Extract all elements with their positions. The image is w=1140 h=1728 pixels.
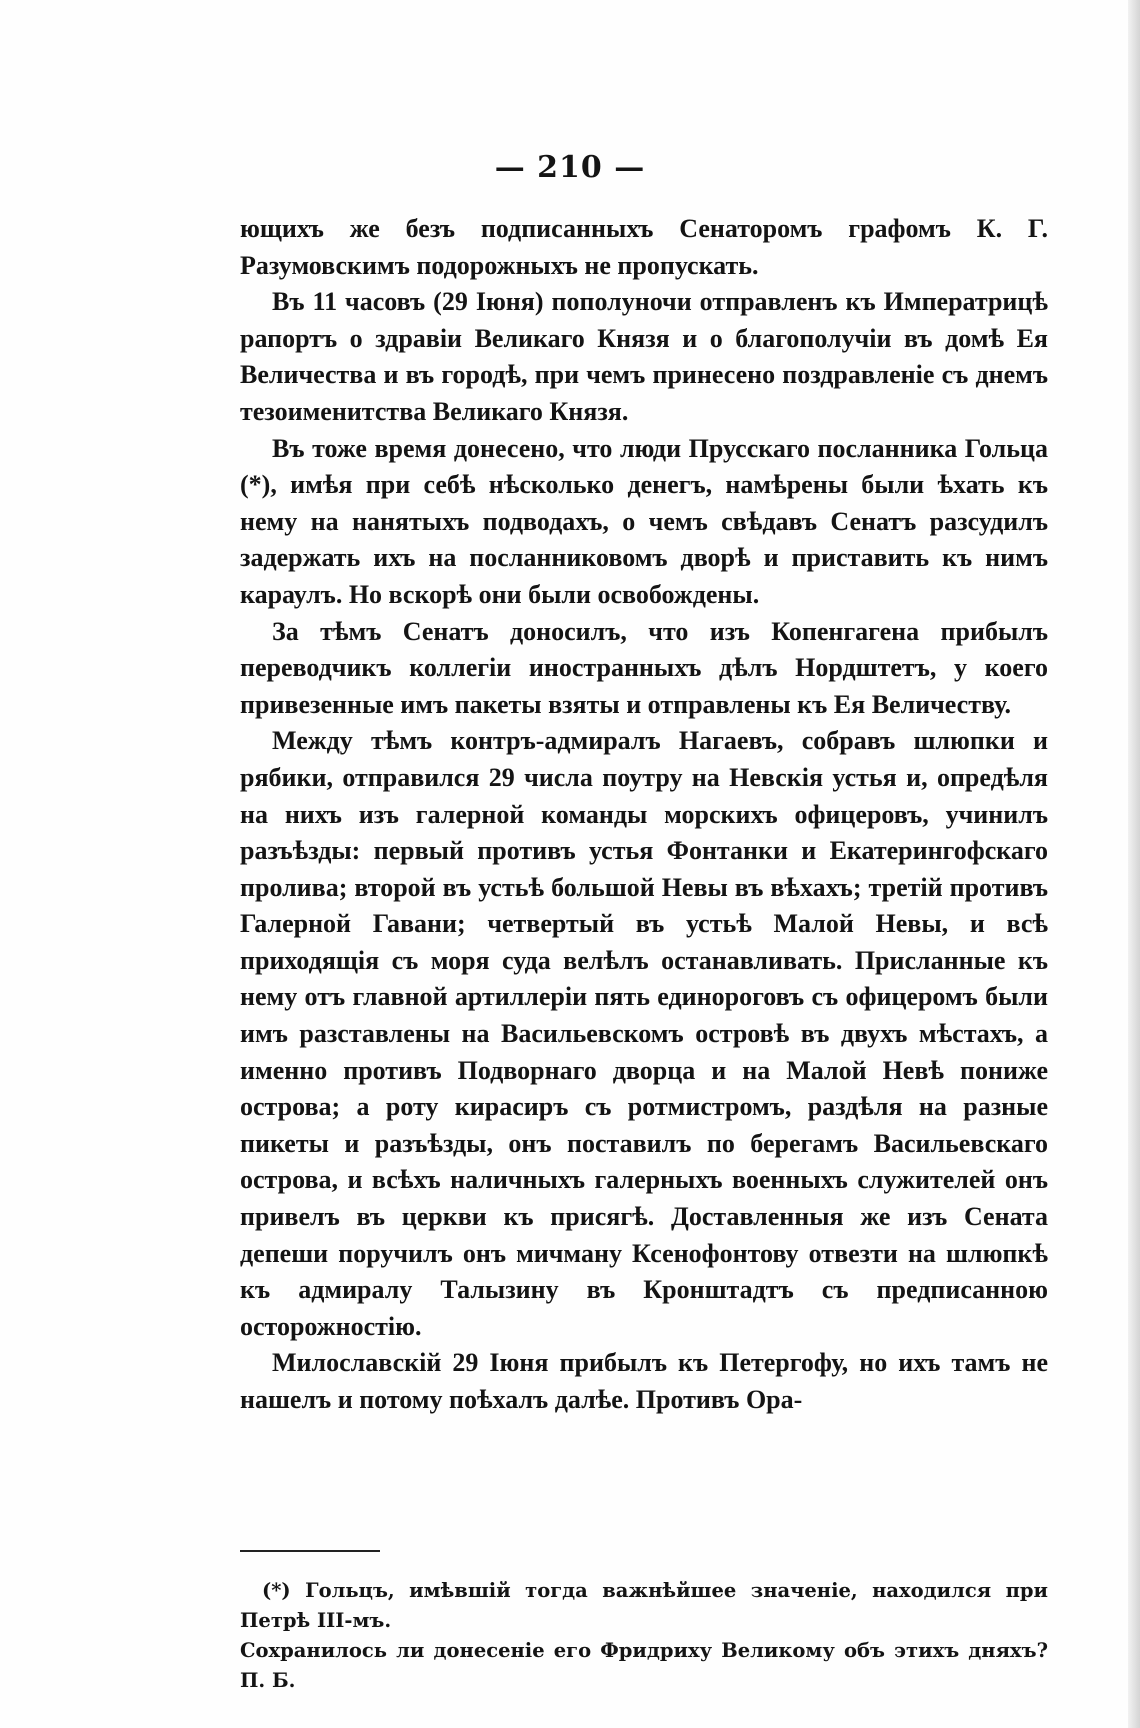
paragraph-miloslavsky: Милославскій 29 Іюня прибылъ къ Петергофу, но ихъ тамъ не нашелъ и потому поѣхалъ далѣе. Противъ Ора- (240, 1348, 1048, 1414)
paragraph-goltz-servants: Въ тоже время донесено, что люди Прусскаго посланника Гольца (*), имѣя при себѣ нѣсколько денегъ, намѣрены были ѣхать къ нему на нанятыхъ подводахъ, о чемъ свѣдавъ Сенатъ разсудилъ задержать ихъ на посланниковомъ дворѣ и приставить къ нимъ караулъ. Но вскорѣ они были освобождены. (240, 433, 1048, 609)
page-number: — 210 — (494, 150, 646, 185)
paragraph-copenhagen-translator: За тѣмъ Сенатъ доносилъ, что изъ Копенгагена прибылъ переводчикъ коллегіи иностранныхъ дѣлъ Нордштетъ, у коего привезенные имъ пакеты взяты и отправлены къ Ея Величеству. (240, 616, 1048, 719)
footnote-line-1: (*) Гольцъ, имѣвшій тогда важнѣйшее значеніе, находился при Петрѣ III-мъ. (240, 1579, 1048, 1632)
main-text (240, 211, 1048, 1419)
paragraph-report-to-empress: Въ 11 часовъ (29 Іюня) пополуночи отправленъ къ Императрицѣ рапортъ о здравіи Великаго Князя и о благополучіи въ домѣ Ея Величества и въ городѣ, при чемъ принесено поздравленіе съ днемъ тезоименитства Великаго Князя. (240, 287, 1048, 426)
scan-edge-shadow (1128, 0, 1140, 1728)
footnote (240, 1576, 1048, 1696)
footnote-divider (240, 1550, 380, 1552)
paragraph-continuation: ющихъ же безъ подписанныхъ Сенаторомъ графомъ К. Г. Разумовскимъ подорожныхъ не пропускать. (240, 214, 1048, 280)
paragraph-nagaev-patrols: Между тѣмъ контръ-адмиралъ Нагаевъ, собравъ шлюпки и рябики, отправился 29 числа поутру на Невскія устья и, опредѣля на нихъ изъ галерной команды морскихъ офицеровъ, учинилъ разъѣзды: первый противъ устья Фонтанки и Екатерингофскаго пролива; второй въ устьѣ большой Невы въ вѣхахъ; третій противъ Галерной Гавани; четвертый въ устьѣ Малой Невы, и всѣ приходящія съ моря суда велѣлъ останавливать. Присланные къ нему отъ главной артиллеріи пять единороговъ съ офицеромъ были имъ разставлены на Васильевскомъ островѣ въ двухъ мѣстахъ, а именно противъ Подворнаго дворца и на Малой Невѣ пониже острова; а роту кирасиръ съ ротмистромъ, раздѣля на разные пикеты и разъѣзды, онъ поставилъ по берегамъ Васильевскаго острова, и всѣхъ наличныхъ галерныхъ военныхъ служителей онъ привелъ въ церкви къ присягѣ. Доставленныя же изъ Сената депеши поручилъ онъ мичману Ксенофонтову отвезти на шлюпкѣ къ адмиралу Талызину въ Кронштадтъ съ предписанною осторожностію. (240, 726, 1048, 1341)
footnote-line-2: Сохранилось ли донесеніе его Фридриху Великому объ этихъ дняхъ? П. Б. (240, 1639, 1048, 1692)
